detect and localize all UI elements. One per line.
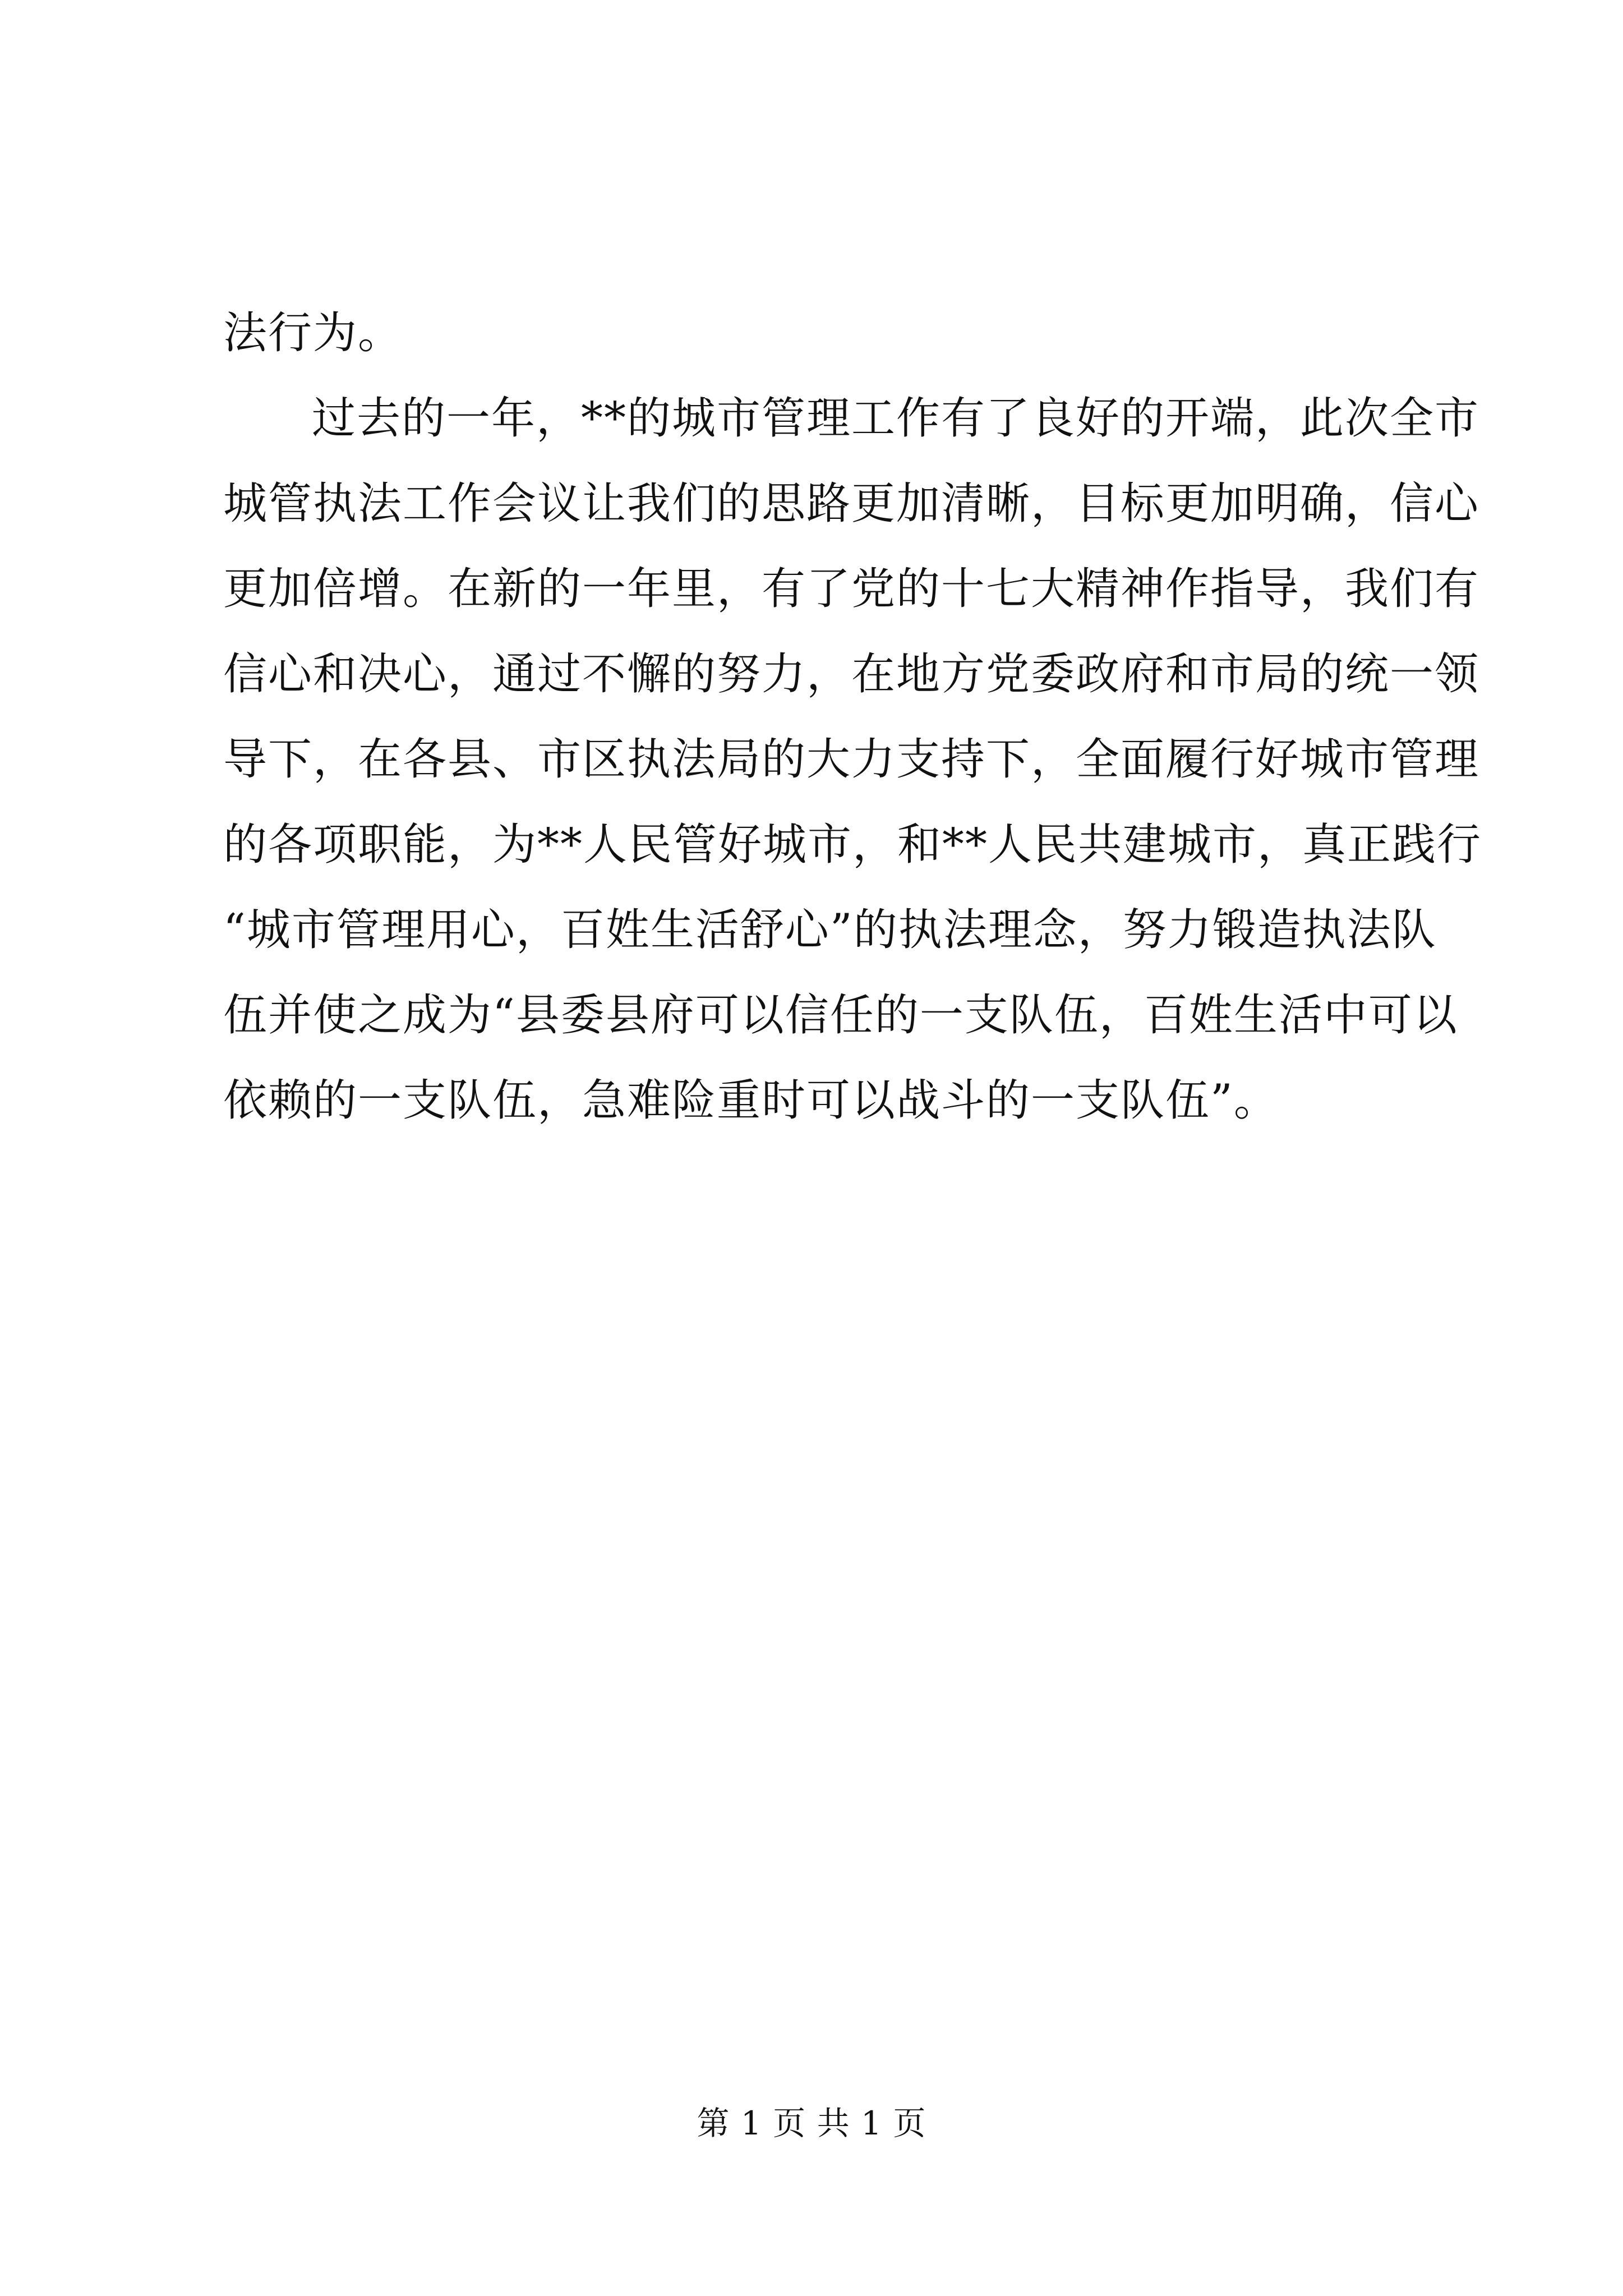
document-body	[223, 291, 1482, 1143]
text-line: 城管执法工作会议让我们的思路更加清晰，目标更加明确，信心	[223, 478, 1480, 529]
text-line: 的各项职能，为**人民管好城市，和**人民共建城市，真正践行	[223, 820, 1482, 870]
text-line: 依赖的一支队伍，急难险重时可以战斗的一支队伍”。	[223, 1075, 1279, 1126]
text-line: 信心和决心，通过不懈的努力，在地方党委政府和市局的统一领	[223, 649, 1480, 700]
text-line: 导下，在各县、市区执法局的大力支持下，全面履行好城市管理	[223, 734, 1480, 785]
page-number: 第 1 页 共 1 页	[697, 2104, 926, 2142]
text-line: 伍并使之成为“县委县府可以信任的一支队伍，百姓生活中可以	[223, 990, 1458, 1041]
text-line: “城市管理用心，百姓生活舒心”的执法理念，努力锻造执法队	[223, 905, 1437, 955]
text-line: 更加倍增。在新的一年里，有了党的十七大精神作指导，我们有	[223, 564, 1480, 614]
page-footer	[0, 2101, 1623, 2146]
text-line: 法行为。	[223, 308, 403, 358]
text-line: 过去的一年，**的城市管理工作有了良好的开端，此次全市	[312, 393, 1480, 444]
